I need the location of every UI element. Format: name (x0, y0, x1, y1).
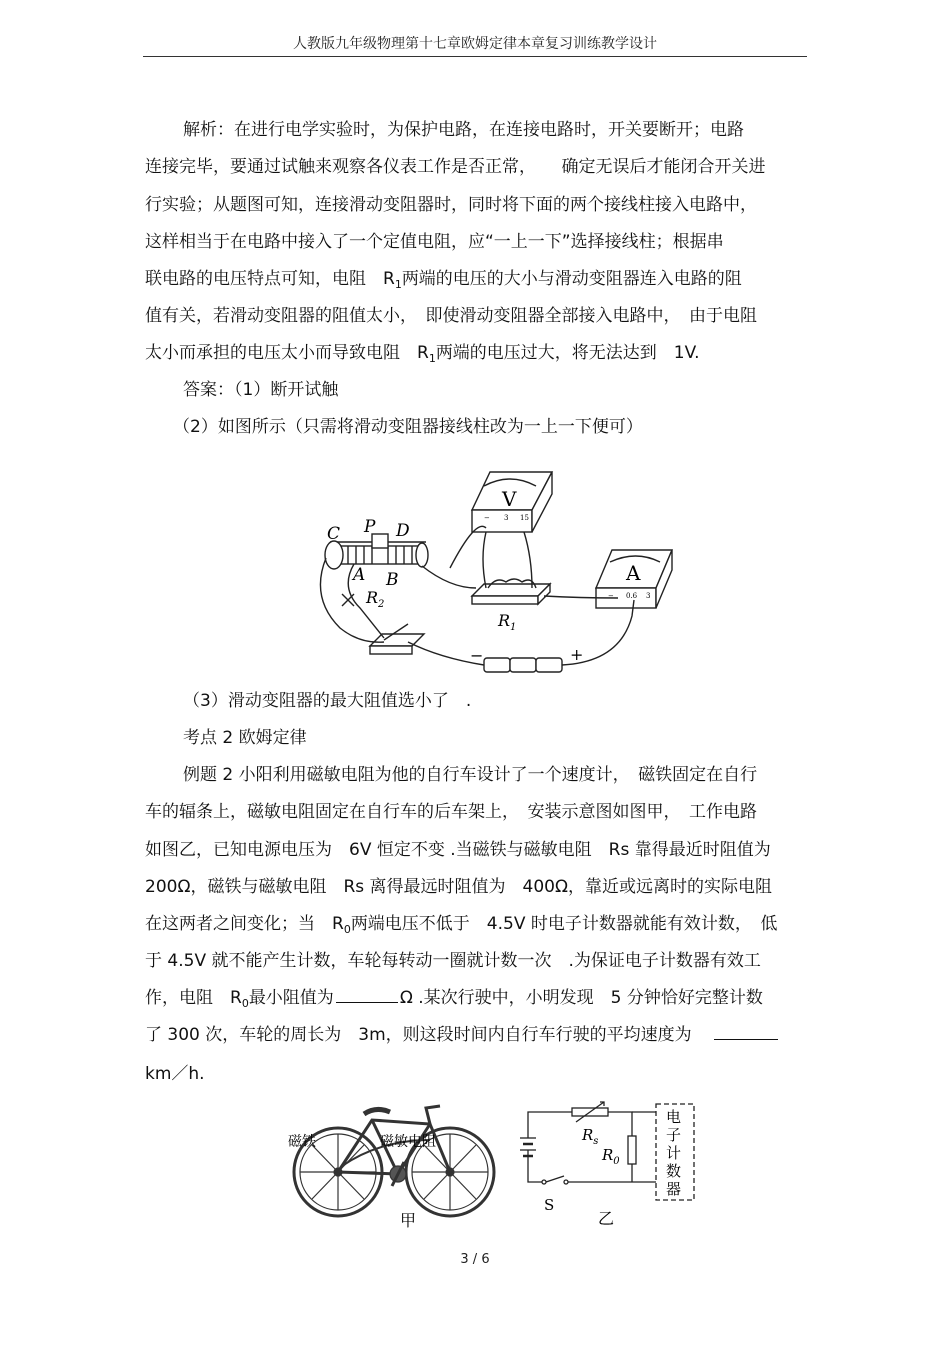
analysis-line-5-b: 两端的电压的大小与滑动变阻器连入电路的阻 (401, 269, 742, 289)
ammeter-tick-0: − (608, 592, 614, 600)
example-line-4: 200Ω，磁铁与磁敏电阻 Rs 离得最远时阻值为 400Ω，靠近或远离时的实际电阻 (145, 877, 772, 897)
page-number: 3 / 6 (460, 1252, 490, 1267)
page-header: 人教版九年级物理第十七章欧姆定律本章复习训练教学设计 (293, 36, 657, 52)
label-switch: S (544, 1196, 555, 1214)
example-line-5 (145, 912, 777, 938)
counter-char-3: 计 (666, 1144, 682, 1162)
voltmeter-tick-2: 15 (520, 514, 529, 522)
counter-char-4: 数 (666, 1162, 682, 1180)
analysis-line-6: 值有关，若滑动变阻器的阻值太小， 即使滑动变阻器全部接入电路中， 由于电阻 (145, 306, 757, 326)
analysis-line-7 (145, 341, 699, 367)
label-rs: $R_s$ (582, 1126, 599, 1147)
analysis-line-5-sub: 1 (394, 278, 402, 291)
answer-3: （3）滑动变阻器的最大阻值选小了 . (183, 691, 472, 711)
example-line-9: km／h. (145, 1064, 205, 1084)
voltmeter-label: V (502, 487, 517, 511)
answer-1: 答案：（1）断开试触 (183, 380, 339, 400)
example-line-5-b: 两端电压不低于 4.5V 时电子计数器就能有效计数， 低 (350, 914, 778, 934)
example-line-7-a: 作，电阻 R (145, 988, 242, 1008)
ammeter-tick-2: 3 (646, 592, 651, 600)
answer-blank-speed (714, 1023, 778, 1040)
answer-2: （2）如图所示（只需将滑动变阻器接线柱改为一上一下便可） (173, 417, 643, 437)
analysis-line-3: 行实验；从题图可知，连接滑动变阻器时，同时将下面的两个接线柱接入电路中， (145, 195, 757, 215)
example-line-5-sub: 0 (343, 923, 351, 936)
battery-minus: − (470, 646, 484, 665)
counter-char-5: 器 (666, 1180, 682, 1198)
example-line-6: 于 4.5V 就不能产生计数，车轮每转动一圈就计数一次 .为保证电子计数器有效工 (145, 951, 761, 971)
example-line-7-sub: 0 (241, 997, 249, 1010)
example-line-5-a: 在这两者之间变化；当 R (145, 914, 344, 934)
label-d: D (396, 521, 410, 541)
label-a: A (353, 565, 366, 585)
ammeter-label: A (626, 561, 641, 585)
label-sensor: 磁敏电阻 (380, 1134, 436, 1150)
section-title: 考点 2 欧姆定律 (183, 728, 307, 748)
analysis-line-5 (145, 267, 742, 293)
label-magnet: 磁铁 (288, 1134, 316, 1150)
example-line-3: 如图乙，已知电源电压为 6V 恒定不变 .当磁铁与磁敏电阻 Rs 靠得最近时阻值为 (145, 840, 771, 860)
header-rule (143, 56, 807, 57)
label-b: B (386, 570, 399, 590)
example-line-8-a: 了 300 次，车轮的周长为 3m，则这段时间内自行车行驶的平均速度为 (145, 1025, 692, 1045)
example-line-1: 例题 2 小阳利用磁敏电阻为他的自行车设计了一个速度计， 磁铁固定在自行 (183, 765, 758, 785)
label-r0: $R_0$ (602, 1146, 620, 1167)
label-r2: $R_2$ (366, 588, 385, 610)
example-line-7 (145, 986, 763, 1012)
bicycle-figure (280, 1100, 510, 1235)
label-yi: 乙 (598, 1209, 615, 1228)
analysis-line-5-a: 联电路的电压特点可知，电阻 R (145, 269, 395, 289)
circuit-diagram-1 (300, 448, 690, 683)
counter-char-1: 电 (666, 1108, 682, 1126)
battery-plus: + (570, 645, 584, 664)
example-line-7-c: Ω .某次行驶中，小明发现 5 分钟恰好完整计数 (399, 988, 763, 1008)
ammeter-tick-1: 0.6 (626, 592, 638, 600)
label-r1: $R_1$ (498, 611, 517, 633)
example-line-2: 车的辐条上，磁敏电阻固定在自行车的后车架上， 安装示意图如图甲， 工作电路 (145, 802, 757, 822)
analysis-line-7-sub: 1 (428, 352, 436, 365)
example-line-7-b: 最小阻值为 (248, 988, 334, 1008)
counter-char-2: 子 (666, 1126, 682, 1144)
analysis-line-4: 这样相当于在电路中接入了一个定值电阻，应“一上一下”选择接线柱；根据串 (145, 232, 724, 252)
analysis-line-7-a: 太小而承担的电压太小而导致电阻 R (145, 343, 429, 363)
voltmeter-tick-1: 3 (504, 514, 509, 522)
label-p: P (364, 517, 376, 537)
analysis-line-1: 解析：在进行电学实验时，为保护电路，在连接电路时，开关要断开；电路 (183, 120, 744, 140)
voltmeter-tick-0: − (484, 514, 490, 522)
label-c: C (327, 524, 341, 544)
example-line-8 (145, 1023, 778, 1047)
label-jia: 甲 (400, 1211, 417, 1230)
analysis-line-7-b: 两端的电压过大，将无法达到 1V. (435, 343, 700, 363)
analysis-line-2: 连接完毕，要通过试触来观察各仪表工作是否正常， 确定无误后才能闭合开关进 (145, 157, 766, 177)
speedometer-circuit (510, 1098, 710, 1230)
answer-blank-r0 (336, 986, 398, 1003)
